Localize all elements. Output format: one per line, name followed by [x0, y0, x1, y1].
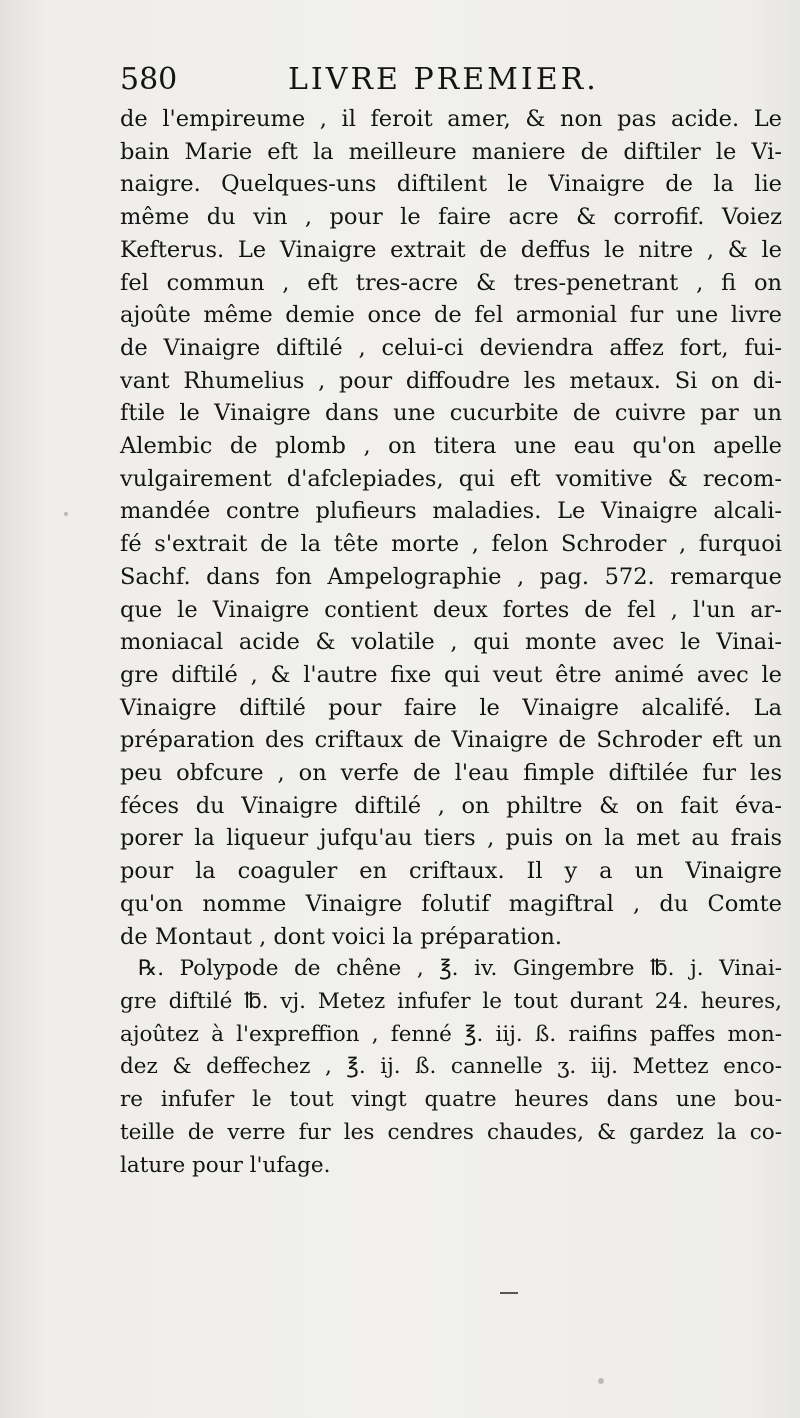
text-line: mandée contre plufieurs maladies. Le Vinaigre alcali-: [120, 498, 782, 525]
text-line: ftile le Vinaigre dans une cucurbite de cuivre par un: [120, 400, 782, 427]
recipe-line: gre diftilé ℔. vj. Metez infufer le tout durant 24. heures,: [120, 988, 782, 1014]
text-line: bain Marie eft la meilleure maniere de diftiler le Vi-: [120, 138, 782, 165]
page-header: [120, 62, 780, 102]
text-line: féces du Vinaigre diftilé , on philtre & on fait éva-: [120, 792, 782, 819]
text-line: Kefterus. Le Vinaigre extrait de deffus le nitre , & le: [120, 236, 782, 263]
recipe-line: dez & deffechez , ℥. ij. ß. cannelle ʒ. iij. Mettez enco-: [120, 1054, 782, 1080]
text-line: vulgairement d'afclepiades, qui eft vomitive & recom-: [120, 465, 782, 492]
text-line: fé s'extrait de la tête morte , felon Schroder , furquoi: [120, 531, 782, 558]
recipe-line: teille de verre fur les cendres chaudes, & gardez la co-: [120, 1119, 782, 1145]
text-line: de Vinaigre diftilé , celui-ci deviendra affez fort, fui-: [120, 334, 782, 361]
page-number: 580: [120, 62, 178, 97]
text-line: naigre. Quelques-uns diftilent le Vinaigre de la lie: [120, 171, 782, 198]
paper-speck: [64, 512, 68, 516]
body-text: [120, 103, 782, 1182]
text-line: ajoûte même demie once de fel armonial fur une livre: [120, 302, 782, 329]
recipe-line: ajoûtez à l'expreffion , fenné ℥. iij. ß. raifins paffes mon-: [120, 1021, 782, 1047]
recipe-line: ℞. Polypode de chêne , ℥. iv. Gingembre ℔. j. Vinai-: [138, 956, 782, 982]
text-line: de l'empireume , il feroit amer, & non pas acide. Le: [120, 106, 782, 132]
text-line: porer la liqueur jufqu'au tiers , puis on la met au frais: [120, 825, 782, 852]
text-line: moniacal acide & volatile , qui monte avec le Vinai-: [120, 629, 782, 656]
text-line: pour la coaguler en criftaux. Il y a un Vinaigre: [120, 858, 782, 885]
text-line: qu'on nomme Vinaigre folutif magiftral , du Comte: [120, 890, 782, 917]
text-line: vant Rhumelius , pour diffoudre les metaux. Si on di-: [120, 367, 782, 394]
text-line: Sachf. dans fon Ampelographie , pag. 572. remarque: [120, 563, 782, 590]
text-line: Vinaigre diftilé pour faire le Vinaigre alcalifé. La: [120, 694, 782, 721]
recipe-line: re infufer le tout vingt quatre heures dans une bou-: [120, 1087, 782, 1113]
text-line: gre diftilé , & l'autre fixe qui veut être animé avec le: [120, 661, 782, 688]
paper-speck: [598, 1378, 604, 1384]
text-line: fel commun , eft tres-acre & tres-penetrant , fi on: [120, 269, 782, 296]
text-line: préparation des criftaux de Vinaigre de Schroder eft un: [120, 727, 782, 754]
printer-mark: [500, 1292, 518, 1294]
text-line: peu obfcure , on verfe de l'eau fimple diftilée fur les: [120, 760, 782, 787]
text-line: que le Vinaigre contient deux fortes de fel , l'un ar-: [120, 596, 782, 623]
running-title: LIVRE PREMIER.: [288, 62, 599, 97]
recipe-line: lature pour l'ufage.: [120, 1152, 331, 1178]
text-line: de Montaut , dont voici la préparation.: [120, 923, 563, 950]
text-line: Alembic de plomb , on titera une eau qu'on apelle: [120, 433, 782, 460]
text-line: même du vin , pour le faire acre & corrofif. Voiez: [120, 204, 782, 231]
